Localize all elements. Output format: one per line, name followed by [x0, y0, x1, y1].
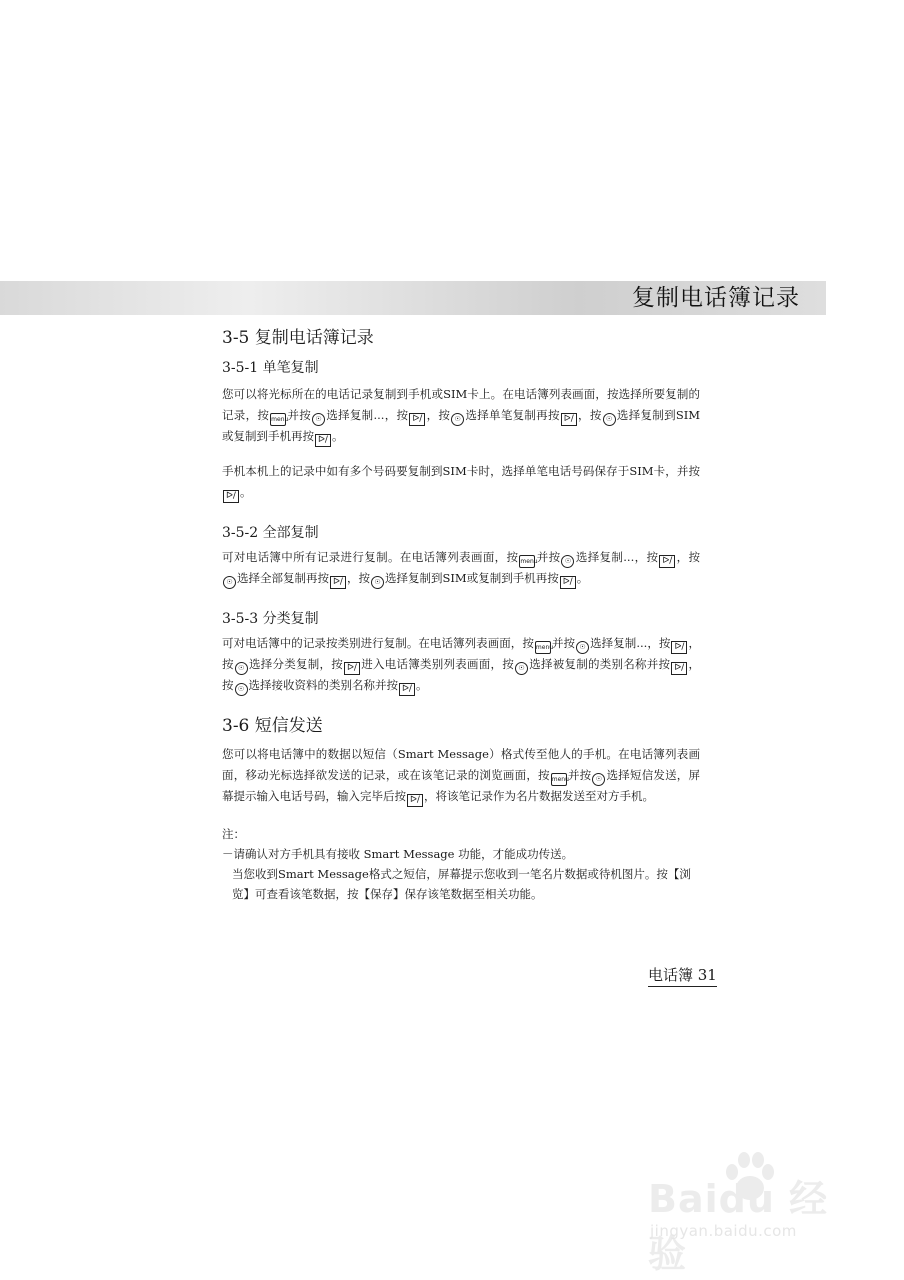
- section-3-6-heading: 3-6 短信发送: [222, 716, 323, 736]
- ok-key-icon: ᐅ/: [344, 662, 360, 675]
- note-label: 注：: [222, 827, 245, 841]
- menu-key-icon: menu: [270, 413, 286, 426]
- note-line-1: －请确认对方手机具有接收 Smart Message 功能，才能成功传送。: [222, 847, 574, 861]
- ok-key-icon: ᐅ/: [671, 662, 687, 675]
- section-3-5-3-paragraph: 可对电话簿中的记录按类别进行复制。在电话簿列表画面，按 menu并按 ☉ 选择复制...，按 ᐅ/ ，按 ☉ 选择分类复制，按 ᐅ/ 进入电话簿类别列表画面，按 ☉ 选择被复制的类别名称并按 ᐅ/ ，按 ☉ 选择接收资料的类别名称并按 ᐅ/ 。: [222, 636, 701, 694]
- ok-key-icon: ᐅ/: [560, 576, 576, 589]
- nav-key-icon: ☉: [592, 773, 605, 786]
- section-3-5-1-paragraph-1: 您可以将光标所在的电话记录复制到手机或SIM卡上。在电话簿列表画面，按选择所要复制的记录，按 menu并按 ☉ 选择复制...，按 ᐅ/ ，按 ☉ 选择单笔复制再按 ᐅ/ ，按 ☉ 选择复制到SIM或复制到手机再按 ᐅ/ 。: [222, 387, 701, 445]
- ok-key-icon: ᐅ/: [561, 413, 577, 426]
- ok-key-icon: ᐅ/: [409, 413, 425, 426]
- nav-key-icon: ☉: [603, 413, 616, 426]
- nav-key-icon: ☉: [235, 683, 248, 696]
- nav-key-icon: ☉: [371, 576, 384, 589]
- ok-key-icon: ᐅ/: [315, 434, 331, 447]
- nav-key-icon: ☉: [561, 555, 574, 568]
- page-footer: 电话簿 31: [648, 965, 717, 987]
- menu-key-icon: menu: [551, 773, 567, 786]
- note-line-2: 当您收到Smart Message格式之短信，屏幕提示您收到一笔名片数据或待机图片。按【浏览】可查看该笔数据，按【保存】保存该笔数据至相关功能。: [232, 867, 691, 901]
- nav-key-icon: ☉: [451, 413, 464, 426]
- watermark-url: jingyan.baidu.com: [650, 1222, 797, 1240]
- watermark: [640, 1150, 860, 1276]
- section-3-6-paragraph: 您可以将电话簿中的数据以短信（Smart Message）格式传至他人的手机。在电话簿列表画面，移动光标选择欲发送的记录，或在该笔记录的浏览画面，按 menu并按 ☉ 选择短信发送，屏幕提示输入电话号码，输入完毕后按 ᐅ/ ，将该笔记录作为名片数据发送至对方手机。: [222, 747, 701, 805]
- nav-key-icon: ☉: [223, 576, 236, 589]
- main-content: [222, 326, 700, 904]
- section-3-5-2-paragraph: 可对电话簿中所有记录进行复制。在电话簿列表画面，按 menu并按 ☉ 选择复制...，按 ᐅ/ ，按☉ 选择全部复制再按 ᐅ/ ，按 ☉ 选择复制到SIM或复制到手机再按 ᐅ/ 。: [222, 550, 701, 587]
- ok-key-icon: ᐅ/: [407, 794, 423, 807]
- section-3-5-2-heading: 3-5-2 全部复制: [222, 525, 319, 541]
- ok-key-icon: ᐅ/: [659, 555, 675, 568]
- menu-key-icon: menu: [519, 555, 535, 568]
- section-3-5-1-heading: 3-5-1 单笔复制: [222, 360, 319, 376]
- nav-key-icon: ☉: [576, 641, 589, 654]
- ok-key-icon: ᐅ/: [671, 641, 687, 654]
- nav-key-icon: ☉: [235, 662, 248, 675]
- ok-key-icon: ᐅ/: [330, 576, 346, 589]
- nav-key-icon: ☉: [515, 662, 528, 675]
- section-3-5-1-paragraph-2: 手机本机上的记录中如有多个号码要复制到SIM卡时，选择单笔电话号码保存于SIM卡，并按ᐅ/ 。: [222, 464, 700, 501]
- section-3-5-3-heading: 3-5-3 分类复制: [222, 611, 319, 627]
- menu-key-icon: menu: [535, 641, 551, 654]
- ok-key-icon: ᐅ/: [399, 683, 415, 696]
- section-3-5-heading: 3-5 复制电话簿记录: [222, 328, 374, 348]
- watermark-logo: Baidu 经验: [648, 1177, 829, 1276]
- ok-key-icon: ᐅ/: [223, 490, 239, 503]
- nav-key-icon: ☉: [312, 413, 325, 426]
- page-header-title: 复制电话簿记录: [632, 285, 800, 311]
